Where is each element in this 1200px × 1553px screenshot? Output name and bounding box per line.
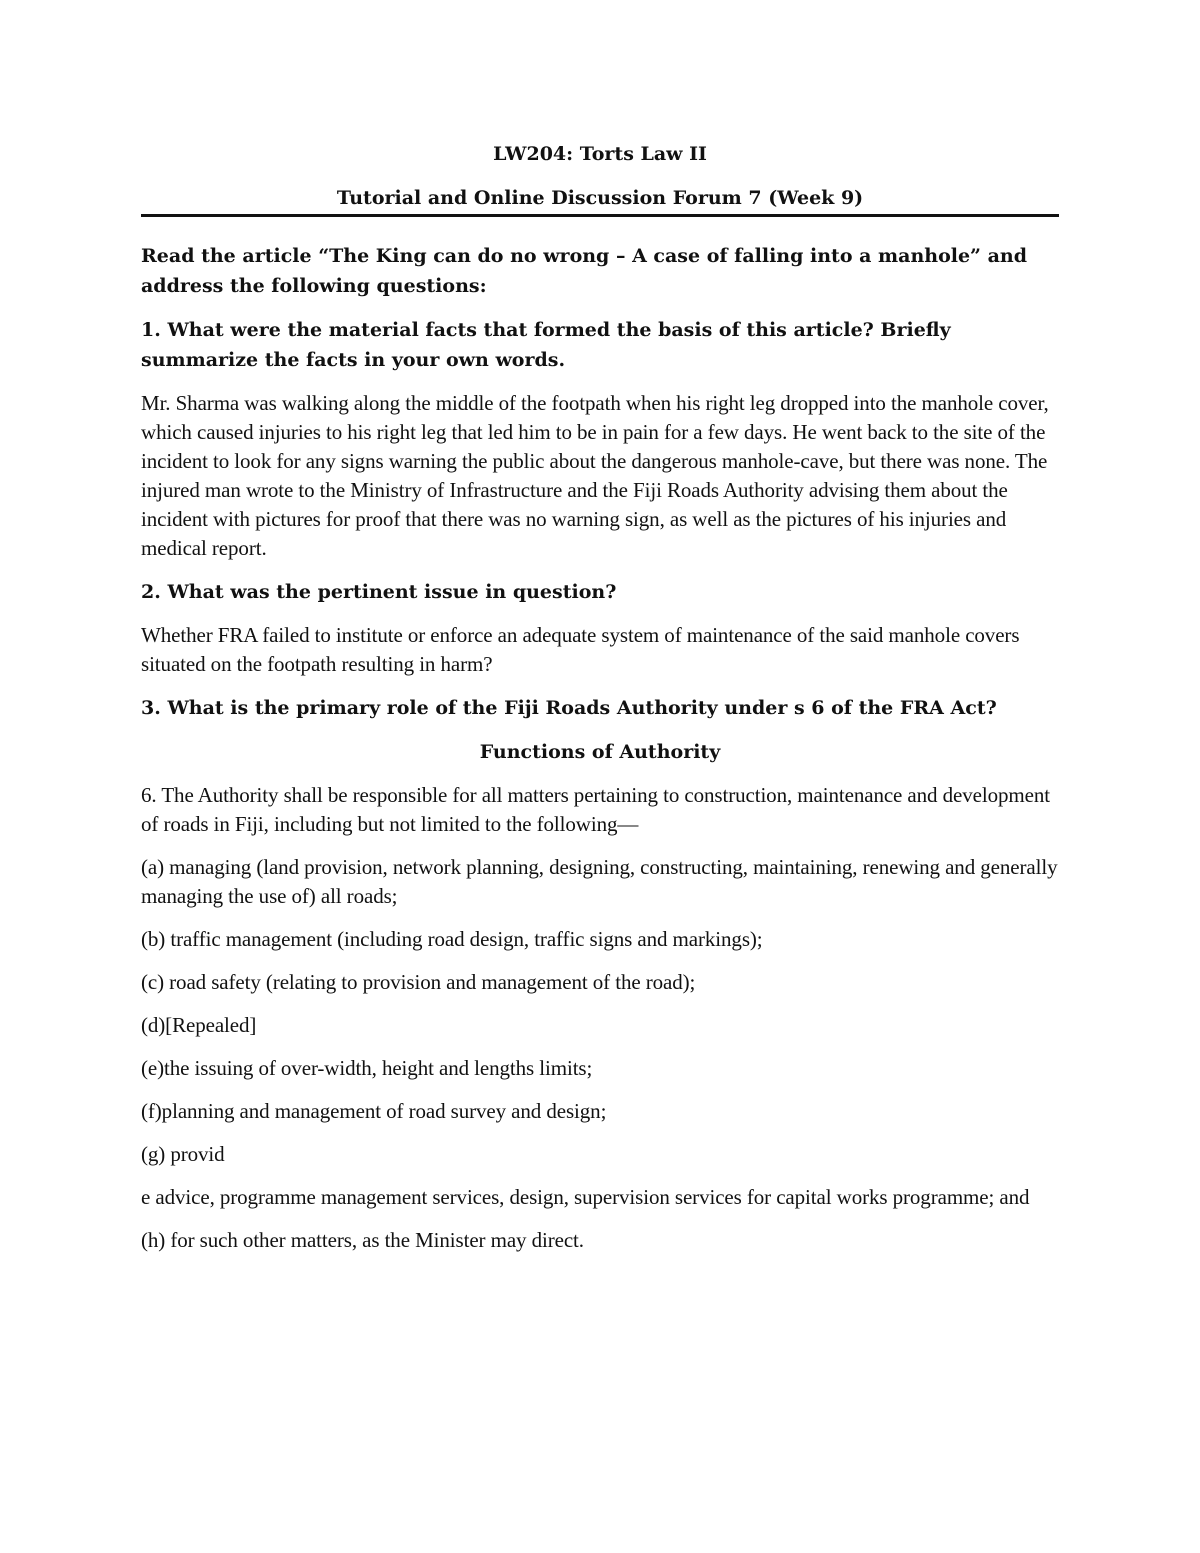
- answer-1: Mr. Sharma was walking along the middle of the footpath when his right leg dropped into the manhole cover, which caused injuries to his right leg that led him to be in pain for a few days. He went back to the site of the incident to look for any signs warning the public about the dangerous manhole-cave, but there was none. The injured man wrote to the Ministry of Infrastructure and the Fiji Roads Authority advising them about the incident with pictures for proof that there was no warning sign, as well as the pictures of his injuries and medical report.: [141, 391, 1049, 560]
- section-intro: 6. The Authority shall be responsible for all matters pertaining to construction, maintenance and development of roads in Fiji, including but not limited to the following—: [141, 783, 1050, 836]
- list-item-e: (e)the issuing of over-width, height and lengths limits;: [141, 1056, 593, 1080]
- list-item-f: (f)planning and management of road survey and design;: [141, 1099, 607, 1123]
- list-item-b: (b) traffic management (including road design, traffic signs and markings);: [141, 927, 763, 951]
- header-divider: [141, 214, 1059, 217]
- list-item-c: (c) road safety (relating to provision and management of the road);: [141, 970, 696, 994]
- list-item-g: (g) provid: [141, 1142, 225, 1166]
- document-page: [141, 140, 1059, 1269]
- list-item-a: (a) managing (land provision, network planning, designing, constructing, maintaining, renewing and generally managing the use of) all roads;: [141, 855, 1058, 908]
- question-2: 2. What was the pertinent issue in question?: [141, 581, 617, 603]
- list-item-h: (h) for such other matters, as the Minister may direct.: [141, 1228, 584, 1252]
- question-3: 3. What is the primary role of the Fiji Roads Authority under s 6 of the FRA Act?: [141, 697, 997, 719]
- question-1: 1. What were the material facts that formed the basis of this article? Briefly summarize the facts in your own words.: [141, 319, 951, 371]
- list-item-g-continued: e advice, programme management services, design, supervision services for capital works programme; and: [141, 1185, 1030, 1209]
- section-heading: Functions of Authority: [479, 741, 721, 763]
- answer-2: Whether FRA failed to institute or enforce an adequate system of maintenance of the said manhole covers situated on the footpath resulting in harm?: [141, 623, 1020, 676]
- list-item-d: (d)[Repealed]: [141, 1013, 257, 1037]
- course-title: LW204: Torts Law II: [493, 143, 707, 165]
- instructions: Read the article “The King can do no wrong – A case of falling into a manhole” and address the following questions:: [141, 245, 1028, 297]
- page-subtitle: Tutorial and Online Discussion Forum 7 (Week 9): [336, 187, 864, 209]
